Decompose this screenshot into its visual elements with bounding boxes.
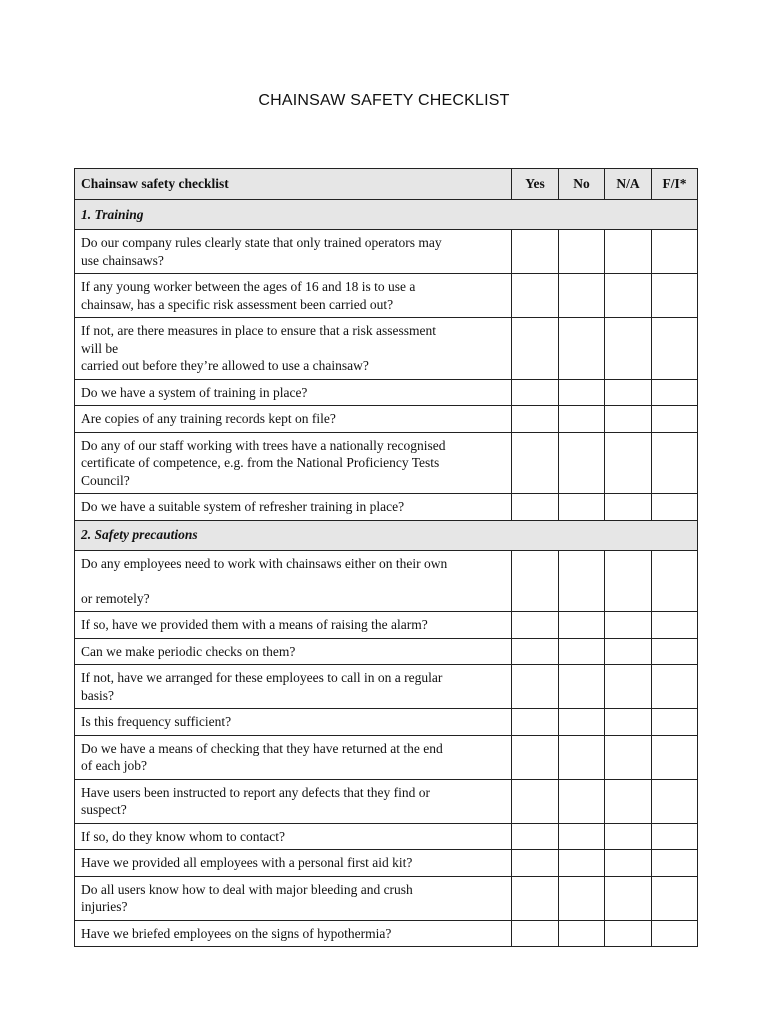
- section-row: [75, 200, 698, 230]
- checklist-row: [75, 735, 698, 779]
- fi-answer-box[interactable]: [652, 406, 698, 433]
- yes-answer-box[interactable]: [512, 823, 559, 850]
- checklist-row: [75, 920, 698, 947]
- no-answer-box[interactable]: [559, 318, 605, 380]
- no-answer-box[interactable]: [559, 876, 605, 920]
- fi-answer-box[interactable]: [652, 550, 698, 612]
- checklist-row: [75, 612, 698, 639]
- question-line: injuries?: [81, 899, 128, 914]
- checklist-row: [75, 550, 698, 612]
- question-line: Do we have a system of training in place?: [81, 384, 308, 400]
- na-answer-box[interactable]: [605, 876, 652, 920]
- na-answer-box[interactable]: [605, 318, 652, 380]
- fi-answer-box[interactable]: [652, 709, 698, 736]
- yes-answer-box[interactable]: [512, 550, 559, 612]
- na-answer-box[interactable]: [605, 665, 652, 709]
- question-line: basis?: [81, 687, 114, 703]
- question-line: Do our company rules clearly state that only trained operators may: [81, 235, 442, 250]
- yes-answer-box[interactable]: [512, 379, 559, 406]
- na-answer-box[interactable]: [605, 494, 652, 521]
- question-line: Is this frequency sufficient?: [81, 714, 232, 729]
- question-line: If so, do they know whom to contact?: [81, 828, 285, 844]
- fi-answer-box[interactable]: [652, 612, 698, 639]
- fi-answer-box[interactable]: [652, 823, 698, 850]
- checklist-row: [75, 823, 698, 850]
- question-line: If so, have we provided them with a means of raising the alarm?: [81, 617, 428, 632]
- yes-answer-box[interactable]: [512, 709, 559, 736]
- question-text: [75, 406, 512, 433]
- na-answer-box[interactable]: [605, 432, 652, 494]
- no-answer-box[interactable]: [559, 230, 605, 274]
- yes-answer-box[interactable]: [512, 876, 559, 920]
- fi-answer-box[interactable]: [652, 779, 698, 823]
- question-line: Can we make periodic checks on them?: [81, 643, 296, 659]
- yes-answer-box[interactable]: [512, 230, 559, 274]
- fi-answer-box[interactable]: [652, 735, 698, 779]
- question-line: chainsaw, has a specific risk assessment been carried out?: [81, 296, 394, 312]
- fi-answer-box[interactable]: [652, 494, 698, 521]
- fi-answer-box[interactable]: [652, 274, 698, 318]
- question-line: Council?: [81, 472, 130, 488]
- yes-answer-box[interactable]: [512, 318, 559, 380]
- na-answer-box[interactable]: [605, 709, 652, 736]
- checklist-row: [75, 379, 698, 406]
- na-answer-box[interactable]: [605, 850, 652, 877]
- question-line: Have we briefed employees on the signs of hypothermia?: [81, 925, 392, 941]
- question-text: [75, 379, 512, 406]
- question-line: or remotely?: [81, 590, 150, 606]
- question-text: [75, 494, 512, 521]
- question-line: suspect?: [81, 802, 127, 817]
- no-answer-box[interactable]: [559, 612, 605, 639]
- na-answer-box[interactable]: [605, 550, 652, 612]
- yes-answer-box[interactable]: [512, 612, 559, 639]
- question-line: Do any of our staff working with trees have a nationally recognised: [81, 437, 446, 453]
- na-answer-box[interactable]: [605, 779, 652, 823]
- header-na: N/A: [605, 169, 652, 200]
- checklist-row: [75, 850, 698, 877]
- checklist-row: [75, 779, 698, 823]
- checklist-body: [75, 200, 698, 947]
- yes-answer-box[interactable]: [512, 638, 559, 665]
- question-line: certificate of competence, e.g. from the National Proficiency Tests: [81, 455, 440, 470]
- question-text: [75, 274, 512, 318]
- section-row: [75, 520, 698, 550]
- no-answer-box[interactable]: [559, 709, 605, 736]
- yes-answer-box[interactable]: [512, 779, 559, 823]
- yes-answer-box[interactable]: [512, 920, 559, 947]
- question-text: [75, 876, 512, 920]
- checklist-row: [75, 406, 698, 433]
- yes-answer-box[interactable]: [512, 850, 559, 877]
- na-answer-box[interactable]: [605, 823, 652, 850]
- no-answer-box[interactable]: [559, 494, 605, 521]
- question-line: Have we provided all employees with a personal first aid kit?: [81, 855, 413, 870]
- fi-answer-box[interactable]: [652, 638, 698, 665]
- fi-answer-box[interactable]: [652, 230, 698, 274]
- question-line: carried out before they’re allowed to use a chainsaw?: [81, 358, 369, 373]
- no-answer-box[interactable]: [559, 823, 605, 850]
- question-text: [75, 735, 512, 779]
- checklist-row: [75, 494, 698, 521]
- checklist-table: [74, 168, 698, 947]
- document-title: CHAINSAW SAFETY CHECKLIST: [258, 92, 510, 109]
- yes-answer-box[interactable]: [512, 274, 559, 318]
- fi-answer-box[interactable]: [652, 665, 698, 709]
- question-text: [75, 665, 512, 709]
- no-answer-box[interactable]: [559, 735, 605, 779]
- question-text: [75, 612, 512, 639]
- question-text: [75, 850, 512, 877]
- question-line: Do all users know how to deal with major bleeding and crush: [81, 881, 413, 897]
- question-line: If not, are there measures in place to ensure that a risk assessment: [81, 323, 436, 338]
- section-title: 2. Safety precautions: [75, 520, 698, 550]
- section-title: 1. Training: [75, 200, 698, 230]
- na-answer-box[interactable]: [605, 638, 652, 665]
- question-line: If not, have we arranged for these employees to call in on a regular: [81, 670, 443, 685]
- question-text: [75, 638, 512, 665]
- na-answer-box[interactable]: [605, 230, 652, 274]
- question-line: of each job?: [81, 758, 147, 773]
- checklist-row: [75, 230, 698, 274]
- na-answer-box[interactable]: [605, 379, 652, 406]
- fi-answer-box[interactable]: [652, 432, 698, 494]
- na-answer-box[interactable]: [605, 920, 652, 947]
- no-answer-box[interactable]: [559, 920, 605, 947]
- question-line: Do we have a means of checking that they have returned at the end: [81, 740, 443, 756]
- question-text: [75, 230, 512, 274]
- na-answer-box[interactable]: [605, 612, 652, 639]
- header-row: [75, 169, 698, 200]
- question-text: [75, 550, 512, 612]
- checklist-row: [75, 876, 698, 920]
- question-text: [75, 823, 512, 850]
- fi-answer-box[interactable]: [652, 318, 698, 380]
- checklist-row: [75, 274, 698, 318]
- question-text: [75, 709, 512, 736]
- question-line: If any young worker between the ages of 16 and 18 is to use a: [81, 279, 416, 294]
- fi-answer-box[interactable]: [652, 876, 698, 920]
- na-answer-box[interactable]: [605, 735, 652, 779]
- no-answer-box[interactable]: [559, 379, 605, 406]
- no-answer-box[interactable]: [559, 432, 605, 494]
- yes-answer-box[interactable]: [512, 432, 559, 494]
- na-answer-box[interactable]: [605, 274, 652, 318]
- question-line: [81, 572, 505, 590]
- question-text: [75, 920, 512, 947]
- header-no: No: [559, 169, 605, 200]
- question-text: [75, 318, 512, 380]
- header-question: Chainsaw safety checklist: [75, 169, 512, 200]
- checklist-row: [75, 432, 698, 494]
- question-line: Have users been instructed to report any defects that they find or: [81, 784, 431, 800]
- checklist-row: [75, 318, 698, 380]
- yes-answer-box[interactable]: [512, 735, 559, 779]
- header-yes: Yes: [512, 169, 559, 200]
- yes-answer-box[interactable]: [512, 406, 559, 433]
- no-answer-box[interactable]: [559, 638, 605, 665]
- checklist-row: [75, 638, 698, 665]
- question-line: will be: [81, 340, 119, 356]
- yes-answer-box[interactable]: [512, 665, 559, 709]
- no-answer-box[interactable]: [559, 850, 605, 877]
- fi-answer-box[interactable]: [652, 850, 698, 877]
- no-answer-box[interactable]: [559, 406, 605, 433]
- question-line: use chainsaws?: [81, 252, 164, 268]
- header-fi: F/I*: [652, 169, 698, 200]
- na-answer-box[interactable]: [605, 406, 652, 433]
- question-text: [75, 432, 512, 494]
- question-line: Do any employees need to work with chainsaws either on their own: [81, 555, 448, 571]
- no-answer-box[interactable]: [559, 274, 605, 318]
- checklist-row: [75, 709, 698, 736]
- question-line: Are copies of any training records kept on file?: [81, 411, 336, 426]
- no-answer-box[interactable]: [559, 550, 605, 612]
- fi-answer-box[interactable]: [652, 920, 698, 947]
- fi-answer-box[interactable]: [652, 379, 698, 406]
- question-line: Do we have a suitable system of refresher training in place?: [81, 499, 405, 514]
- no-answer-box[interactable]: [559, 665, 605, 709]
- question-text: [75, 779, 512, 823]
- no-answer-box[interactable]: [559, 779, 605, 823]
- yes-answer-box[interactable]: [512, 494, 559, 521]
- checklist-row: [75, 665, 698, 709]
